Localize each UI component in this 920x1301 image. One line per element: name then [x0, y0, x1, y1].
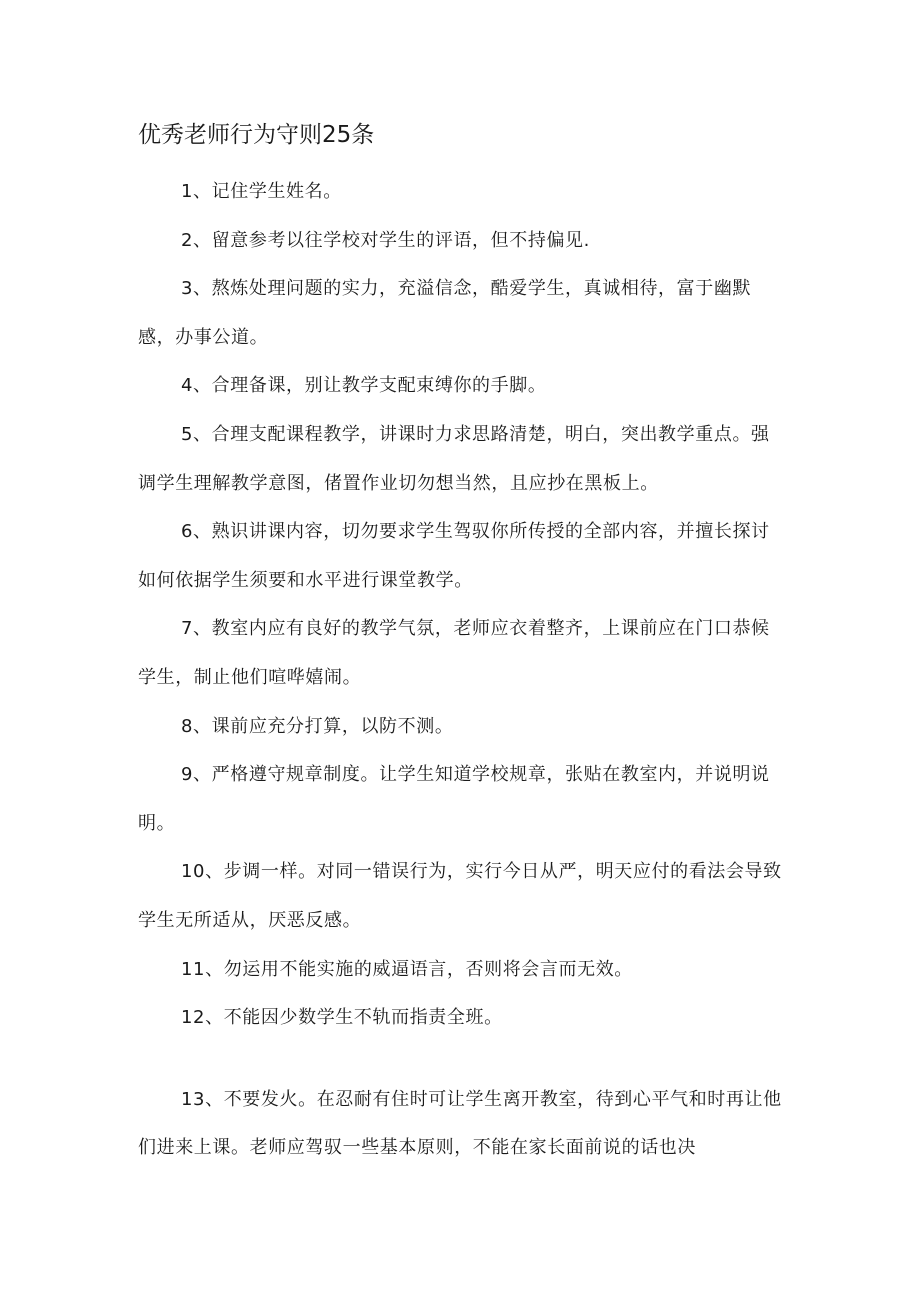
rule-item-2: 2、留意参考以往学校对学生的评语，但不持偏见. [181, 229, 590, 251]
document-title: 优秀老师行为守则25条 [138, 122, 375, 148]
rule-item-4: 4、合理备课，别让教学支配束缚你的手脚。 [181, 375, 547, 397]
rule-item-6: 6、熟识讲课内容，切勿要求学生驾驭你所传授的全部内容，并擅长探讨如何依据学生须要和水平进行课堂教学。 [138, 521, 770, 591]
rule-item-9: 9、严格遵守规章制度。让学生知道学校规章，张贴在教室内，并说明说明。 [138, 764, 770, 834]
rule-item-7: 7、教室内应有良好的教学气氛，老师应衣着整齐，上课前应在门口恭候学生，制止他们喧哗嬉闹。 [138, 618, 770, 688]
rule-item-5: 5、合理支配课程教学，讲课时力求思路清楚，明白，突出教学重点。强调学生理解教学意图，偖置作业切勿想当然，且应抄在黑板上。 [138, 423, 770, 494]
rule-item-3: 3、熬炼处理问题的实力，充溢信念，酷爱学生，真诚相待，富于幽默感，办事公道。 [138, 278, 752, 348]
rule-item-13: 13、不要发火。在忍耐有住时可让学生离开教室，待到心平气和时再让他们进来上课。老师应驾驭一些基本原则，不能在家长面前说的话也决 [138, 1088, 782, 1159]
rule-item-11: 11、勿运用不能实施的威逼语言，否则将会言而无效。 [181, 958, 633, 980]
rule-item-8: 8、课前应充分打算，以防不测。 [181, 715, 454, 737]
rule-list [138, 168, 788, 1173]
rule-item-1: 1、记住学生姓名。 [181, 181, 342, 202]
rule-item-10: 10、步调一样。对同一错误行为，实行今日从严，明天应付的看法会导致学生无所适从，厌恶反感。 [138, 861, 782, 931]
rule-item-12: 12、不能因少数学生不轨而指责全班。 [181, 1007, 503, 1029]
